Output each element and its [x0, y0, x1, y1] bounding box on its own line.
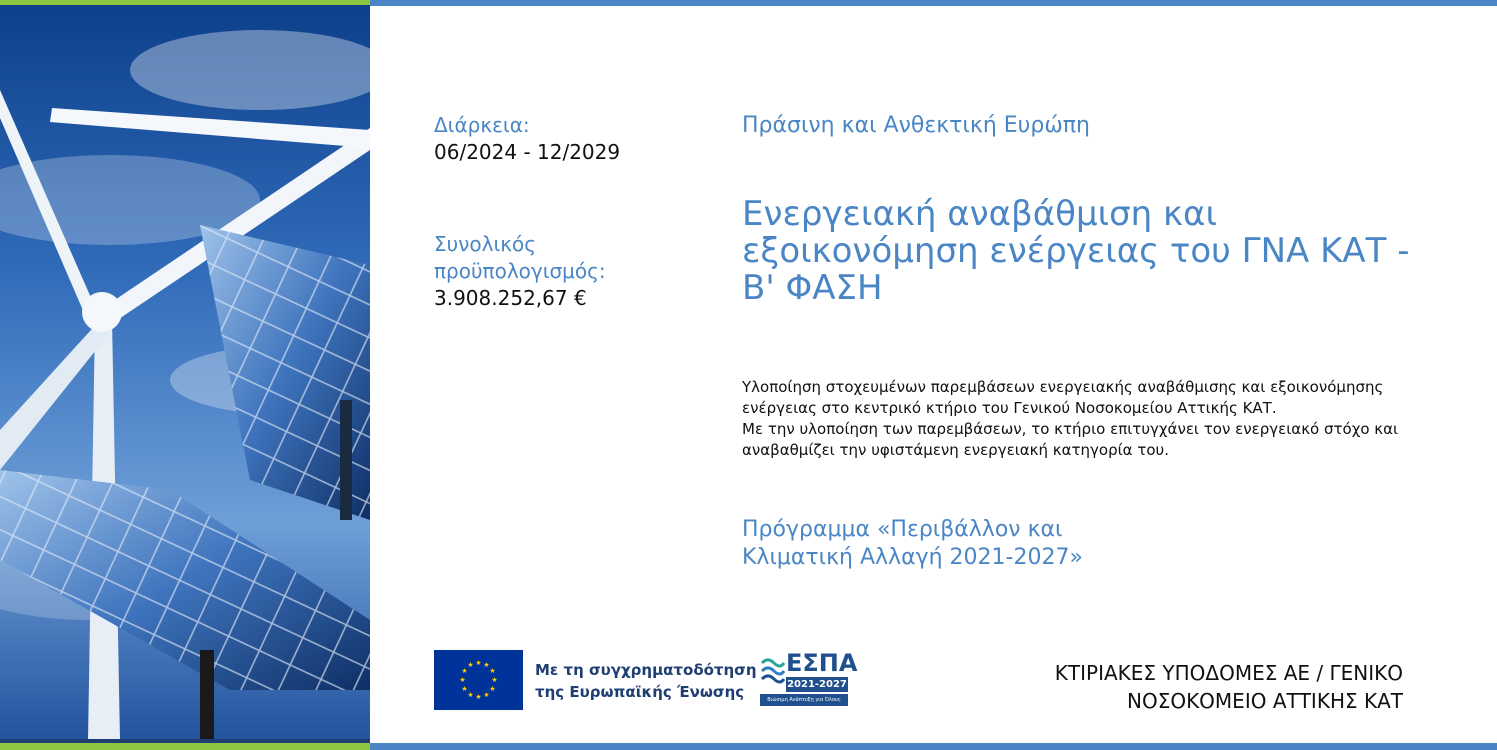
svg-text:★: ★ — [483, 661, 490, 669]
top-accent-bar-blue — [370, 0, 1497, 6]
programme-name — [742, 516, 1222, 572]
policy-pillar: Πράσινη και Ανθεκτική Ευρώπη — [742, 113, 1090, 138]
budget-label-line2: προϋπολογισμός: — [434, 259, 606, 283]
description-line: ενέργειας στο κεντρικό κτήριο του Γενικού Νοσοκομείου Αττικής ΚΑΤ. — [742, 399, 1277, 417]
svg-text:★: ★ — [459, 676, 466, 684]
budget-value: 3.908.252,67 € — [434, 286, 587, 310]
bottom-accent-bar-blue — [370, 743, 1497, 750]
svg-text:★: ★ — [491, 676, 498, 684]
project-description — [742, 377, 1442, 461]
description-line: αναβαθμίζει την υφιστάμενη ενεργειακή κατηγορία του. — [742, 441, 1169, 459]
programme-line: Πρόγραμμα «Περιβάλλον και — [742, 517, 1063, 542]
budget-label-line1: Συνολικός — [434, 232, 536, 256]
beneficiary-name — [1055, 659, 1403, 715]
bottom-accent-bar-green — [0, 743, 370, 750]
project-title-line: Β' ΦΑΣΗ — [742, 268, 883, 308]
espa-years: 2021-2027 — [787, 679, 847, 690]
espa-logo — [760, 649, 858, 709]
svg-text:★: ★ — [475, 659, 482, 667]
svg-text:★: ★ — [467, 661, 474, 669]
programme-line: Κλιματική Αλλαγή 2021-2027» — [742, 545, 1083, 570]
project-title-line: Ενεργειακή αναβάθμιση και — [742, 194, 1217, 234]
project-title-line: εξοικονόμηση ενέργειας του ΓΝΑ ΚΑΤ - — [742, 231, 1410, 271]
svg-text:★: ★ — [461, 667, 468, 675]
espa-waves-icon — [760, 653, 786, 693]
svg-text:★: ★ — [467, 691, 474, 699]
eu-text-line: Με τη συγχρηματοδότηση — [535, 661, 757, 679]
eu-stars-icon — [434, 650, 523, 710]
svg-text:★: ★ — [489, 667, 496, 675]
duration-value: 06/2024 - 12/2029 — [434, 140, 621, 164]
description-line: Υλοποίηση στοχευμένων παρεμβάσεων ενεργειακής αναβάθμισης και εξοικονόμησης — [742, 378, 1384, 396]
eu-flag-logo — [434, 650, 523, 710]
espa-title: ΕΣΠΑ — [786, 649, 858, 677]
svg-text:★: ★ — [489, 685, 496, 693]
hero-photo — [0, 0, 370, 750]
beneficiary-line: ΝΟΣΟΚΟΜΕΙΟ ΑΤΤΙΚΗΣ ΚΑΤ — [1126, 689, 1403, 713]
eu-text-line: της Ευρωπαϊκής Ένωσης — [535, 683, 745, 701]
svg-text:★: ★ — [483, 691, 490, 699]
wind-solar-image — [0, 0, 370, 750]
duration-label: Διάρκεια: — [434, 113, 530, 137]
top-accent-bar-green — [0, 0, 370, 5]
beneficiary-line: ΚΤΙΡΙΑΚΕΣ ΥΠΟΔΟΜΕΣ ΑΕ / ΓΕΝΙΚΟ — [1054, 661, 1403, 685]
eu-cofunding-text — [535, 659, 757, 703]
svg-text:★: ★ — [461, 685, 468, 693]
svg-text:★: ★ — [475, 693, 482, 701]
espa-tagline: Βιώσιμη Ανάπτυξη για Όλους — [760, 694, 848, 706]
project-title — [742, 196, 1462, 307]
description-line: Με την υλοποίηση των παρεμβάσεων, το κτήριο επιτυγχάνει τον ενεργειακό στόχο και — [742, 420, 1399, 438]
